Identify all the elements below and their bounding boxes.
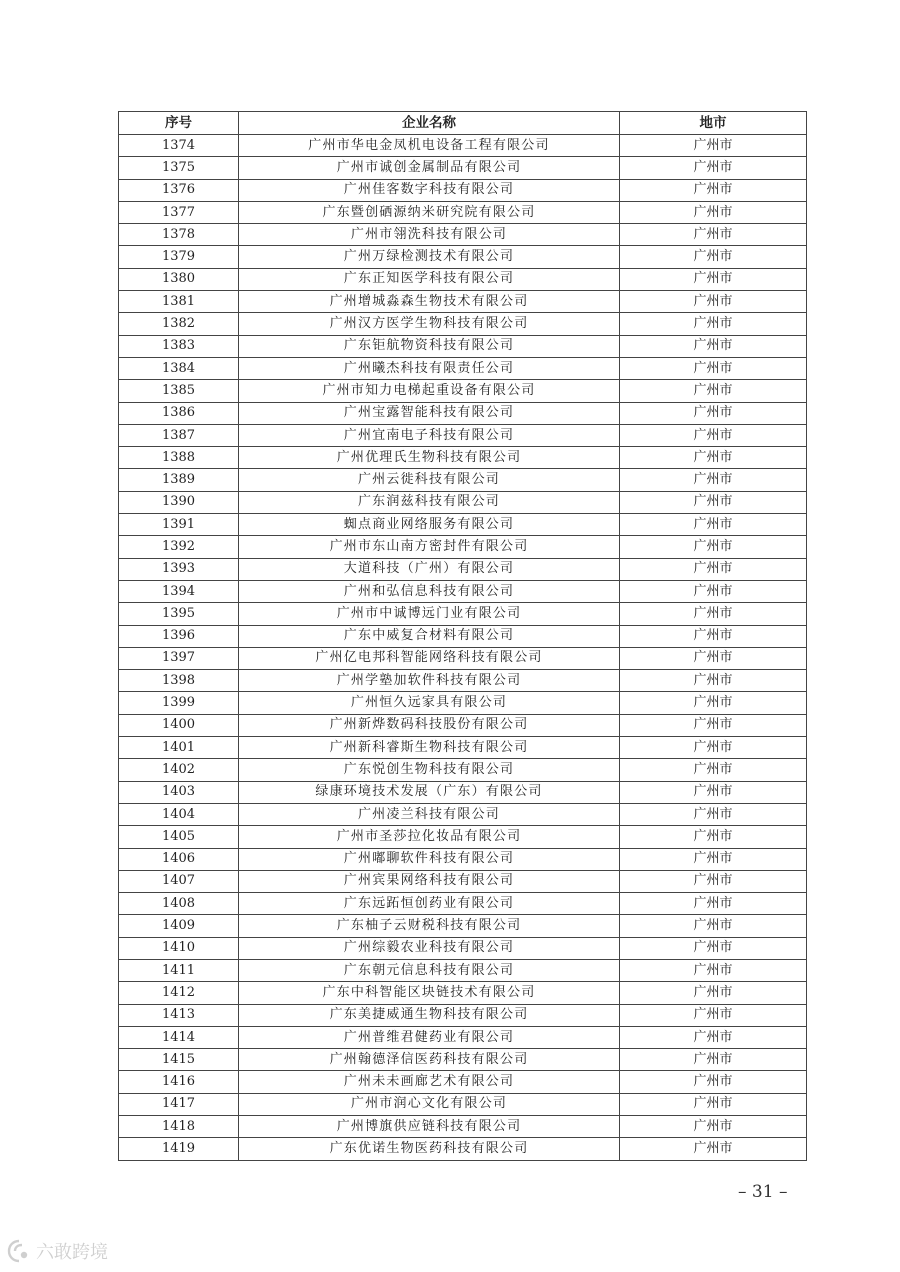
row-city: 广州市 xyxy=(620,1004,807,1026)
row-index: 1392 xyxy=(119,536,239,558)
row-city: 广州市 xyxy=(620,959,807,981)
row-index: 1385 xyxy=(119,380,239,402)
row-index: 1388 xyxy=(119,447,239,469)
row-city: 广州市 xyxy=(620,893,807,915)
row-city: 广州市 xyxy=(620,714,807,736)
table-row xyxy=(119,603,807,625)
row-city: 广州市 xyxy=(620,268,807,290)
row-company-name: 广州市知力电梯起重设备有限公司 xyxy=(239,380,620,402)
row-company-name: 广东柚子云财税科技有限公司 xyxy=(239,915,620,937)
row-city: 广州市 xyxy=(620,447,807,469)
row-city: 广州市 xyxy=(620,625,807,647)
table-row xyxy=(119,246,807,268)
row-index: 1404 xyxy=(119,803,239,825)
table-header-row xyxy=(119,112,807,135)
table-row xyxy=(119,647,807,669)
row-company-name: 广州普维君健药业有限公司 xyxy=(239,1026,620,1048)
table-row xyxy=(119,313,807,335)
row-index: 1395 xyxy=(119,603,239,625)
row-index: 1399 xyxy=(119,692,239,714)
row-city: 广州市 xyxy=(620,491,807,513)
row-index: 1396 xyxy=(119,625,239,647)
row-index: 1400 xyxy=(119,714,239,736)
row-company-name: 广东美捷威通生物科技有限公司 xyxy=(239,1004,620,1026)
table-row xyxy=(119,826,807,848)
row-index: 1380 xyxy=(119,268,239,290)
row-company-name: 广州综毅农业科技有限公司 xyxy=(239,937,620,959)
row-company-name: 广州嘟聊软件科技有限公司 xyxy=(239,848,620,870)
table-row xyxy=(119,558,807,580)
table-row xyxy=(119,1093,807,1115)
table-row xyxy=(119,670,807,692)
table-row xyxy=(119,937,807,959)
table-row xyxy=(119,959,807,981)
table-row xyxy=(119,1026,807,1048)
table-row xyxy=(119,1071,807,1093)
row-company-name: 广东钜航物资科技有限公司 xyxy=(239,335,620,357)
watermark-logo-icon xyxy=(6,1238,32,1264)
row-company-name: 广州未未画廊艺术有限公司 xyxy=(239,1071,620,1093)
row-company-name: 广州宝露智能科技有限公司 xyxy=(239,402,620,424)
row-city: 广州市 xyxy=(620,291,807,313)
watermark-text: 六敢跨境 xyxy=(36,1242,108,1263)
row-company-name: 广东悦创生物科技有限公司 xyxy=(239,759,620,781)
table-row xyxy=(119,692,807,714)
table-row xyxy=(119,424,807,446)
row-company-name: 广东中科智能区块链技术有限公司 xyxy=(239,982,620,1004)
row-index: 1402 xyxy=(119,759,239,781)
table-row xyxy=(119,870,807,892)
row-index: 1419 xyxy=(119,1138,239,1160)
table-row xyxy=(119,737,807,759)
row-index: 1394 xyxy=(119,580,239,602)
table-row xyxy=(119,781,807,803)
row-city: 广州市 xyxy=(620,536,807,558)
row-city: 广州市 xyxy=(620,424,807,446)
row-company-name: 广州和弘信息科技有限公司 xyxy=(239,580,620,602)
row-city: 广州市 xyxy=(620,1116,807,1138)
page-number: – 31 – xyxy=(738,1182,788,1202)
row-city: 广州市 xyxy=(620,157,807,179)
header-name: 企业名称 xyxy=(239,112,620,135)
row-company-name: 广州优理氏生物科技有限公司 xyxy=(239,447,620,469)
row-index: 1416 xyxy=(119,1071,239,1093)
row-index: 1417 xyxy=(119,1093,239,1115)
row-company-name: 广州市翎洗科技有限公司 xyxy=(239,224,620,246)
row-company-name: 广州博旗供应链科技有限公司 xyxy=(239,1116,620,1138)
row-company-name: 广州亿电邦科智能网络科技有限公司 xyxy=(239,647,620,669)
row-city: 广州市 xyxy=(620,1093,807,1115)
table-row xyxy=(119,357,807,379)
table-row xyxy=(119,982,807,1004)
row-company-name: 广东朝元信息科技有限公司 xyxy=(239,959,620,981)
row-city: 广州市 xyxy=(620,580,807,602)
row-city: 广州市 xyxy=(620,848,807,870)
table-row xyxy=(119,1049,807,1071)
row-index: 1391 xyxy=(119,514,239,536)
row-city: 广州市 xyxy=(620,335,807,357)
row-company-name: 广东优诺生物医药科技有限公司 xyxy=(239,1138,620,1160)
row-company-name: 广州宾果网络科技有限公司 xyxy=(239,870,620,892)
row-index: 1382 xyxy=(119,313,239,335)
row-city: 广州市 xyxy=(620,469,807,491)
row-index: 1409 xyxy=(119,915,239,937)
row-company-name: 广州市诚创金属制品有限公司 xyxy=(239,157,620,179)
row-company-name: 广东中威复合材料有限公司 xyxy=(239,625,620,647)
row-index: 1412 xyxy=(119,982,239,1004)
row-city: 广州市 xyxy=(620,313,807,335)
row-index: 1374 xyxy=(119,135,239,157)
table-row xyxy=(119,335,807,357)
row-city: 广州市 xyxy=(620,380,807,402)
table-row xyxy=(119,1116,807,1138)
row-index: 1390 xyxy=(119,491,239,513)
row-index: 1407 xyxy=(119,870,239,892)
row-city: 广州市 xyxy=(620,357,807,379)
row-city: 广州市 xyxy=(620,759,807,781)
table-row xyxy=(119,580,807,602)
row-city: 广州市 xyxy=(620,135,807,157)
table-row xyxy=(119,1004,807,1026)
row-city: 广州市 xyxy=(620,937,807,959)
row-index: 1405 xyxy=(119,826,239,848)
table-row xyxy=(119,402,807,424)
row-city: 广州市 xyxy=(620,201,807,223)
row-city: 广州市 xyxy=(620,647,807,669)
table-row xyxy=(119,224,807,246)
row-index: 1413 xyxy=(119,1004,239,1026)
row-company-name: 蜘点商业网络服务有限公司 xyxy=(239,514,620,536)
row-index: 1408 xyxy=(119,893,239,915)
row-city: 广州市 xyxy=(620,1026,807,1048)
row-company-name: 广州万绿检测技术有限公司 xyxy=(239,246,620,268)
enterprise-table xyxy=(118,111,807,1161)
table-row xyxy=(119,536,807,558)
row-company-name: 广东暨创硒源纳米研究院有限公司 xyxy=(239,201,620,223)
row-city: 广州市 xyxy=(620,558,807,580)
table-body xyxy=(119,135,807,1161)
row-city: 广州市 xyxy=(620,603,807,625)
row-index: 1379 xyxy=(119,246,239,268)
row-index: 1383 xyxy=(119,335,239,357)
row-company-name: 广州市圣莎拉化妆品有限公司 xyxy=(239,826,620,848)
row-city: 广州市 xyxy=(620,1138,807,1160)
row-city: 广州市 xyxy=(620,870,807,892)
row-index: 1411 xyxy=(119,959,239,981)
row-company-name: 广东润兹科技有限公司 xyxy=(239,491,620,513)
row-index: 1378 xyxy=(119,224,239,246)
row-index: 1389 xyxy=(119,469,239,491)
row-index: 1393 xyxy=(119,558,239,580)
header-city: 地市 xyxy=(620,112,807,135)
row-index: 1375 xyxy=(119,157,239,179)
table-row xyxy=(119,135,807,157)
row-index: 1376 xyxy=(119,179,239,201)
row-index: 1418 xyxy=(119,1116,239,1138)
row-index: 1381 xyxy=(119,291,239,313)
table-row xyxy=(119,893,807,915)
row-index: 1401 xyxy=(119,737,239,759)
row-index: 1397 xyxy=(119,647,239,669)
row-company-name: 广州新科睿斯生物科技有限公司 xyxy=(239,737,620,759)
table-row xyxy=(119,915,807,937)
row-city: 广州市 xyxy=(620,692,807,714)
row-company-name: 广州增城淼森生物技术有限公司 xyxy=(239,291,620,313)
table-row xyxy=(119,380,807,402)
table-row xyxy=(119,625,807,647)
table-row xyxy=(119,179,807,201)
table-row xyxy=(119,803,807,825)
row-company-name: 广州翰德泽信医药科技有限公司 xyxy=(239,1049,620,1071)
row-city: 广州市 xyxy=(620,781,807,803)
table-row xyxy=(119,291,807,313)
row-city: 广州市 xyxy=(620,224,807,246)
row-city: 广州市 xyxy=(620,670,807,692)
row-company-name: 广州市中诚博远门业有限公司 xyxy=(239,603,620,625)
row-company-name: 大道科技（广州）有限公司 xyxy=(239,558,620,580)
row-index: 1415 xyxy=(119,1049,239,1071)
table-row xyxy=(119,469,807,491)
row-company-name: 广州佳客数字科技有限公司 xyxy=(239,179,620,201)
row-city: 广州市 xyxy=(620,915,807,937)
row-index: 1377 xyxy=(119,201,239,223)
row-company-name: 广州汉方医学生物科技有限公司 xyxy=(239,313,620,335)
row-index: 1414 xyxy=(119,1026,239,1048)
row-company-name: 广州曦杰科技有限责任公司 xyxy=(239,357,620,379)
table-row xyxy=(119,268,807,290)
row-city: 广州市 xyxy=(620,982,807,1004)
row-city: 广州市 xyxy=(620,1049,807,1071)
row-company-name: 广州市东山南方密封件有限公司 xyxy=(239,536,620,558)
row-company-name: 广州恒久远家具有限公司 xyxy=(239,692,620,714)
row-company-name: 绿康环境技术发展（广东）有限公司 xyxy=(239,781,620,803)
table-row xyxy=(119,201,807,223)
enterprise-table-container xyxy=(118,111,806,1161)
row-index: 1398 xyxy=(119,670,239,692)
row-index: 1387 xyxy=(119,424,239,446)
table-row xyxy=(119,491,807,513)
table-row xyxy=(119,157,807,179)
row-city: 广州市 xyxy=(620,514,807,536)
row-index: 1410 xyxy=(119,937,239,959)
table-row xyxy=(119,1138,807,1160)
header-index: 序号 xyxy=(119,112,239,135)
row-company-name: 广州市润心文化有限公司 xyxy=(239,1093,620,1115)
table-row xyxy=(119,447,807,469)
row-company-name: 广州宜南电子科技有限公司 xyxy=(239,424,620,446)
row-index: 1384 xyxy=(119,357,239,379)
row-city: 广州市 xyxy=(620,179,807,201)
table-row xyxy=(119,848,807,870)
row-index: 1406 xyxy=(119,848,239,870)
row-city: 广州市 xyxy=(620,402,807,424)
row-city: 广州市 xyxy=(620,826,807,848)
table-row xyxy=(119,759,807,781)
row-city: 广州市 xyxy=(620,737,807,759)
row-city: 广州市 xyxy=(620,246,807,268)
row-city: 广州市 xyxy=(620,1071,807,1093)
row-index: 1386 xyxy=(119,402,239,424)
table-row xyxy=(119,514,807,536)
row-company-name: 广州学塾加软件科技有限公司 xyxy=(239,670,620,692)
row-company-name: 广州新烨数码科技股份有限公司 xyxy=(239,714,620,736)
row-company-name: 广州云徙科技有限公司 xyxy=(239,469,620,491)
row-index: 1403 xyxy=(119,781,239,803)
watermark xyxy=(6,1238,108,1264)
row-company-name: 广东远跖恒创药业有限公司 xyxy=(239,893,620,915)
row-city: 广州市 xyxy=(620,803,807,825)
table-row xyxy=(119,714,807,736)
row-company-name: 广东正知医学科技有限公司 xyxy=(239,268,620,290)
row-company-name: 广州凌兰科技有限公司 xyxy=(239,803,620,825)
row-company-name: 广州市华电金凤机电设备工程有限公司 xyxy=(239,135,620,157)
